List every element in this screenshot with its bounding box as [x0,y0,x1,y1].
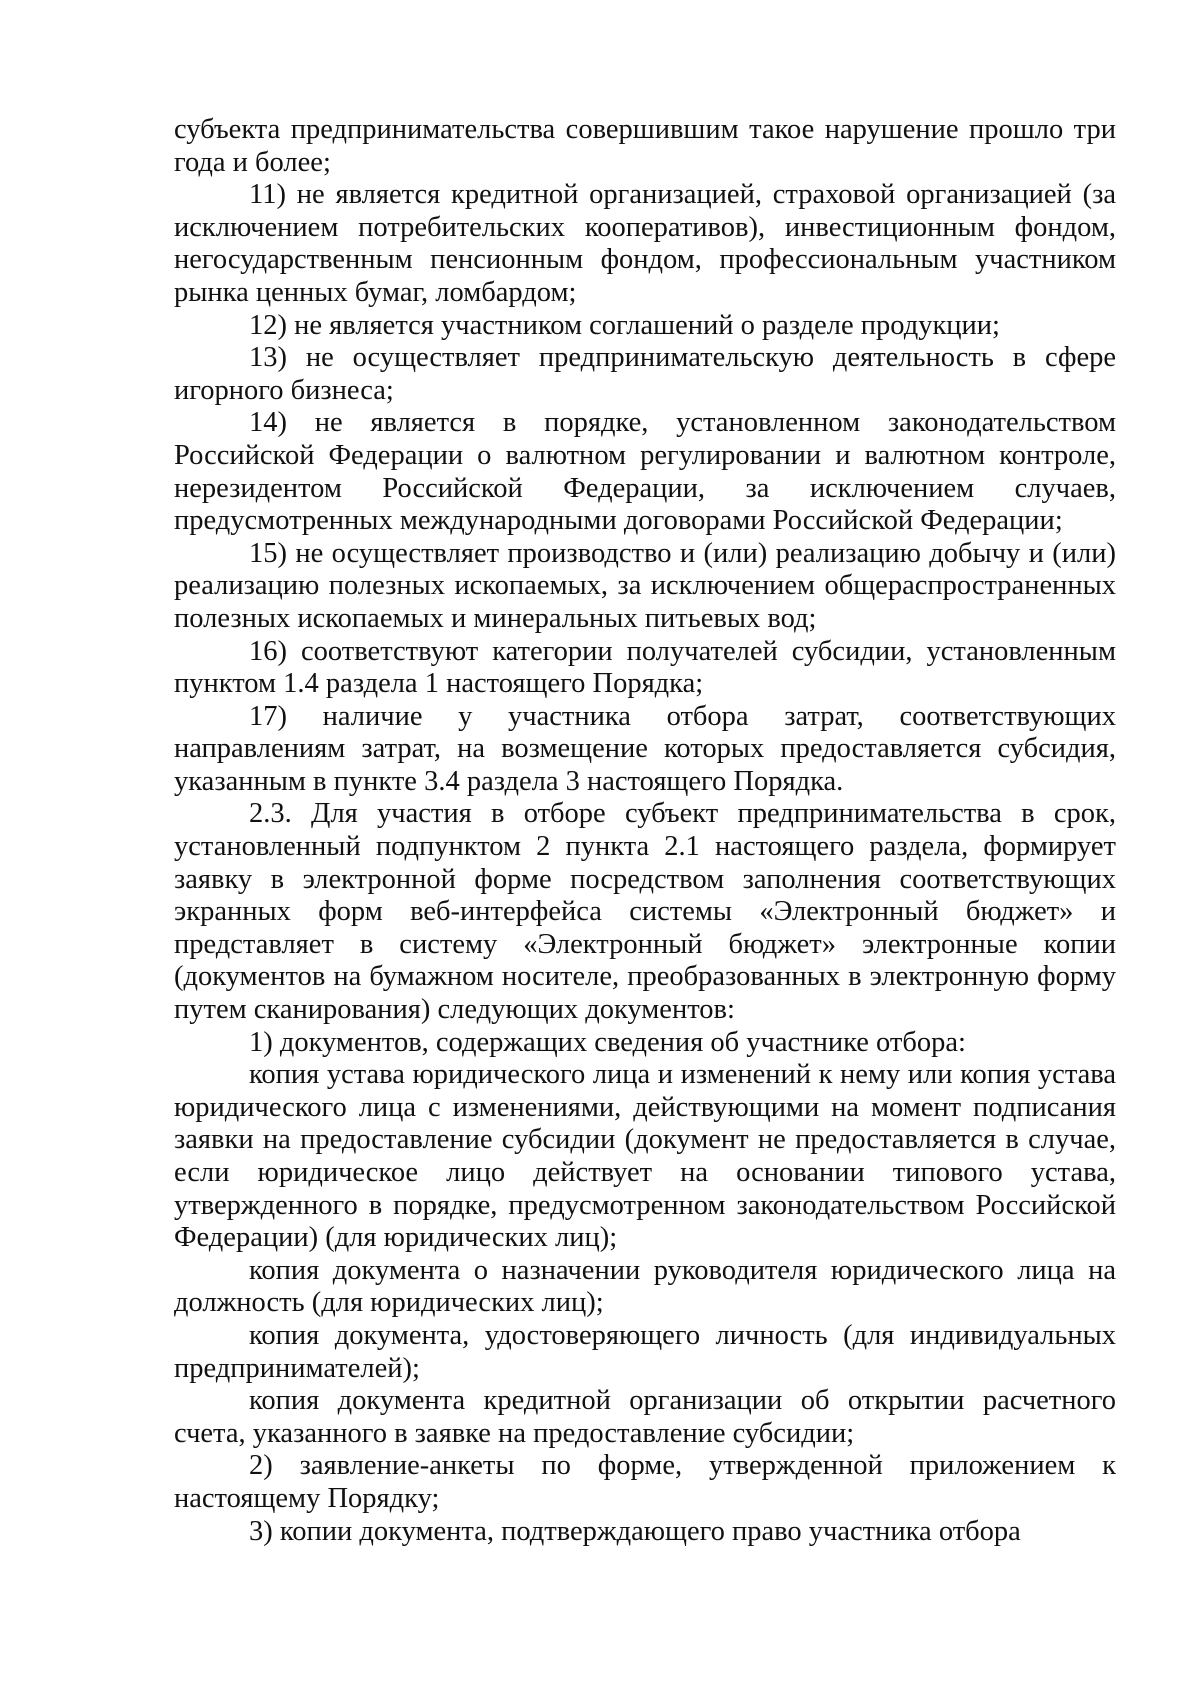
paragraph-section-2-3: 2.3. Для участия в отборе субъект предпринимательства в срок, установленный подпунктом 2 пункта 2.1 настоящего раздела, формирует заявку в электронной форме посредством заполнения соответствующих экранных форм веб-интерфейса системы «Электронный бюджет» и представляет в систему «Электронный бюджет» электронные копии (документов на бумажном носителе, преобразованных в электронную форму путем сканирования) следующих документов: [174,798,1116,1026]
paragraph-item-17: 17) наличие у участника отбора затрат, соответствующих направлениям затрат, на возмещение которых предоставляется субсидия, указанным в пункте 3.4 раздела 3 настоящего Порядка. [174,700,1116,797]
paragraph-charter-copy: копия устава юридического лица и изменений к нему или копия устава юридического лица с изменениями, действующими на момент подписания заявки на предоставление субсидии (документ не предоставляется в случае, если юридическое лицо действует на основании типового устава, утвержденного в порядке, предусмотренном законодательством Российской Федерации) (для юридических лиц); [174,1059,1116,1254]
paragraph-continuation: субъекта предпринимательства совершившим такое нарушение прошло три года и более; [174,114,1116,178]
paragraph-doc-item-1: 1) документов, содержащих сведения об участнике отбора: [249,1026,966,1058]
paragraph-item-14: 14) не является в порядке, установленном законодательством Российской Федерации о валютном регулировании и валютном контроле, нерезидентом Российской Федерации, за исключением случаев, предусмотренных международными договорами Российской Федерации; [174,407,1116,537]
paragraph-identity-document: копия документа, удостоверяющего личность (для индивидуальных предпринимателей); [174,1319,1116,1384]
paragraph-item-15: 15) не осуществляет производство и (или) реализацию добычу и (или) реализацию полезных ископаемых, за исключением общераспространенных полезных ископаемых и минеральных питьевых вод; [174,537,1116,634]
paragraph-item-13: 13) не осуществляет предпринимательскую деятельность в сфере игорного бизнеса; [174,342,1116,406]
paragraph-item-11: 11) не является кредитной организацией, страховой организацией (за исключением потребительских кооперативов), инвестиционным фондом, негосударственным пенсионным фондом, профессиональным участником рынка ценных бумаг, ломбардом; [174,179,1116,308]
document-body [174,114,1116,1548]
paragraph-item-12: 12) не является участником соглашений о разделе продукции; [249,309,1000,341]
paragraph-doc-item-2: 2) заявление-анкеты по форме, утвержденной приложением к настоящему Порядку; [174,1450,1116,1514]
paragraph-bank-account: копия документа кредитной организации об открытии расчетного счета, указанного в заявке на предоставление субсидии; [174,1385,1116,1449]
paragraph-director-appointment: копия документа о назначении руководителя юридического лица на должность (для юридических лиц); [174,1254,1116,1319]
paragraph-doc-item-3: 3) копии документа, подтверждающего право участника отбора [249,1515,1021,1547]
paragraph-item-16: 16) соответствуют категории получателей субсидии, установленным пунктом 1.4 раздела 1 настоящего Порядка; [174,635,1116,700]
